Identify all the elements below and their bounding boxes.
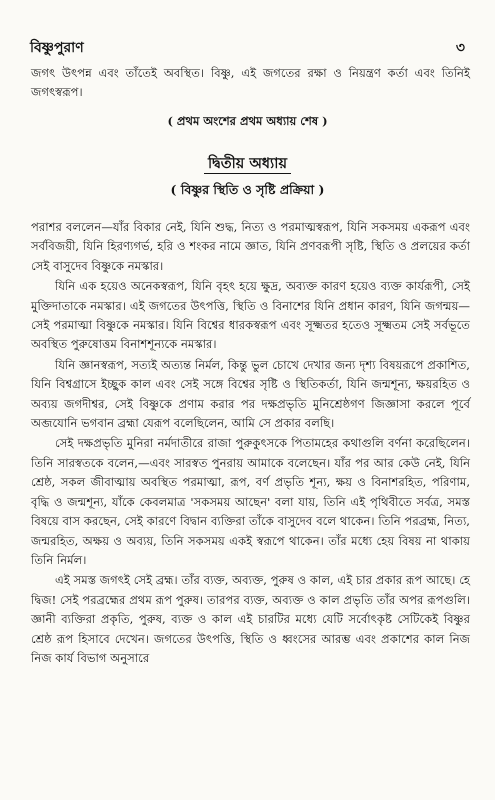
book-title: বিষ্ণুপুরাণ bbox=[30, 40, 84, 56]
running-header bbox=[30, 36, 465, 56]
chapter-subtitle: ( বিষ্ণুর স্থিতি ও সৃষ্টি প্রক্রিয়া ) bbox=[170, 182, 325, 197]
intro-paragraph-block bbox=[31, 64, 470, 103]
paragraph: এই সমস্ত জগৎই সেই ব্রহ্ম। তাঁর ব্যক্ত, অব্যক্ত, পুরুষ ও কাল, এই চার প্রকার রূপ আছে। হে দ্বিজ! সেই পরব্রহ্মের প্রথম রূপ পুরুষ। তারপর ব্যক্ত, অব্যক্ত ও কাল প্রভৃতি তাঁর অপর রূপগুলি। জ্ঞানী ব্যক্তিরা প্রকৃতি, পুরুষ, ব্যক্ত ও কাল এই চারটির মধ্যে যেটি সর্বোৎকৃষ্ট সেটিকেই বিষ্ণুর শ্রেষ্ঠ রূপ হিসাবে দেখেন। জগতের উৎপত্তি, স্থিতি ও ধ্বংসের আরম্ভ এবং প্রকাশের কাল নিজ নিজ কার্য বিভাগ অনুসারে bbox=[31, 573, 470, 665]
paragraph: যিনি এক হয়েও অনেকস্বরূপ, যিনি বৃহৎ হয়ে ক্ষুদ্র, অব্যক্ত কারণ হয়েও ব্যক্ত কার্যরূপী, সেই মুক্তিদাতাকে নমস্কার। এই জগতের উৎপত্তি, স্থিতি ও বিনাশের যিনি প্রধান কারণ, যিনি জগন্ময়—সেই পরমাত্মা বিষ্ণুকে নমস্কার। যিনি বিশ্বের ধারকস্বরূপ এবং সূক্ষ্মতর হতেও সূক্ষ্মতম সেই সর্বভূতে অবস্থিত পুরুষোত্তম বিনাশশূন্যকে নমস্কার। bbox=[31, 279, 470, 352]
paragraph: পরাশর বললেন—যাঁর বিকার নেই, যিনি শুদ্ধ, নিত্য ও পরমাত্মস্বরূপ, যিনি সকসময় একরূপ এবং সর্ববিজয়ী, যিনি হিরণ্যগর্ভ, হরি ও শংকর নামে জ্ঞাত, যিনি প্রণবরূপী সৃষ্টি, স্থিতি ও প্রলয়ের কর্তা সেই বাসুদেব বিষ্ণুকে নমস্কার। bbox=[31, 220, 470, 273]
chapter-heading-text: দ্বিতীয় অধ্যায় bbox=[204, 155, 291, 174]
chapter-end-note: ( প্রথম অংশের প্রথম অধ্যায় শেষ ) bbox=[167, 114, 328, 128]
paragraph: সেই দক্ষপ্রভৃতি মুনিরা নর্মদাতীরে রাজা পুরুকুৎসকে পিতামহের কথাগুলি বর্ণনা করেছিলেন। তিনি সারস্বতকে বলেন,—এবং সারস্বত পুনরায় আমাকে বলেছেন। যাঁর পর আর কেউ নেই, যিনি শ্রেষ্ঠ, সকল জীবাত্মায় অবস্থিত পরমাত্মা, রূপ, বর্ণ প্রভৃতি শূন্য, ক্ষয় ও বিনাশরহিত, পরিণাম, বৃদ্ধি ও জন্মশূন্য, যাঁকে কেবলমাত্র 'সকসময় আছেন' বলা যায়, তিনি এই পৃথিবীতে সর্বত্র, সমস্ত বিষয়ে বাস করছেন, সেই কারণে বিদ্বান ব্যক্তিরা তাঁকে বাসুদেব বলে থাকেন। তিনি পরব্রহ্ম, নিত্য, জন্মরহিত, অক্ষয় ও অব্যয়, তিনি সকসময় একই স্বরূপে থাকেন। তাঁর মধ্যে হেয় বিষয় না থাকায় তিনি নির্মল। bbox=[31, 436, 470, 567]
intro-paragraph: জগৎ উৎপন্ন এবং তাঁতেই অবস্থিত। বিষ্ণু, এই জগতের রক্ষা ও নিয়ন্ত্রণ কর্তা এবং তিনিই জগৎস্বরূপ। bbox=[31, 66, 470, 100]
chapter-body bbox=[31, 218, 470, 669]
chapter-heading bbox=[0, 153, 495, 177]
page-number: ৩ bbox=[455, 40, 465, 56]
paragraph: যিনি জ্ঞানস্বরূপ, সত্যই অত্যন্ত নির্মল, কিন্তু ভুল চোখে দেখার জন্য দৃশ্য বিষয়রূপে প্রকাশিত, যিনি বিশ্বগ্রাসে ইচ্ছুক কাল এবং সেই সঙ্গে বিশ্বের সৃষ্টি ও স্থিতিকর্তা, যিনি জন্মশূন্য, ক্ষয়রহিত ও অব্যয় জগদীশ্বর, সেই বিষ্ণুকে প্রণাম করার পর দক্ষপ্রভৃতি মুনিশ্রেষ্ঠগণ জিজ্ঞাসা করলে পূর্বে অব্জযোনি ভগবান ব্রহ্মা যেরূপ বলেছিলেন, আমি সে প্রকার বলছি। bbox=[31, 357, 470, 431]
